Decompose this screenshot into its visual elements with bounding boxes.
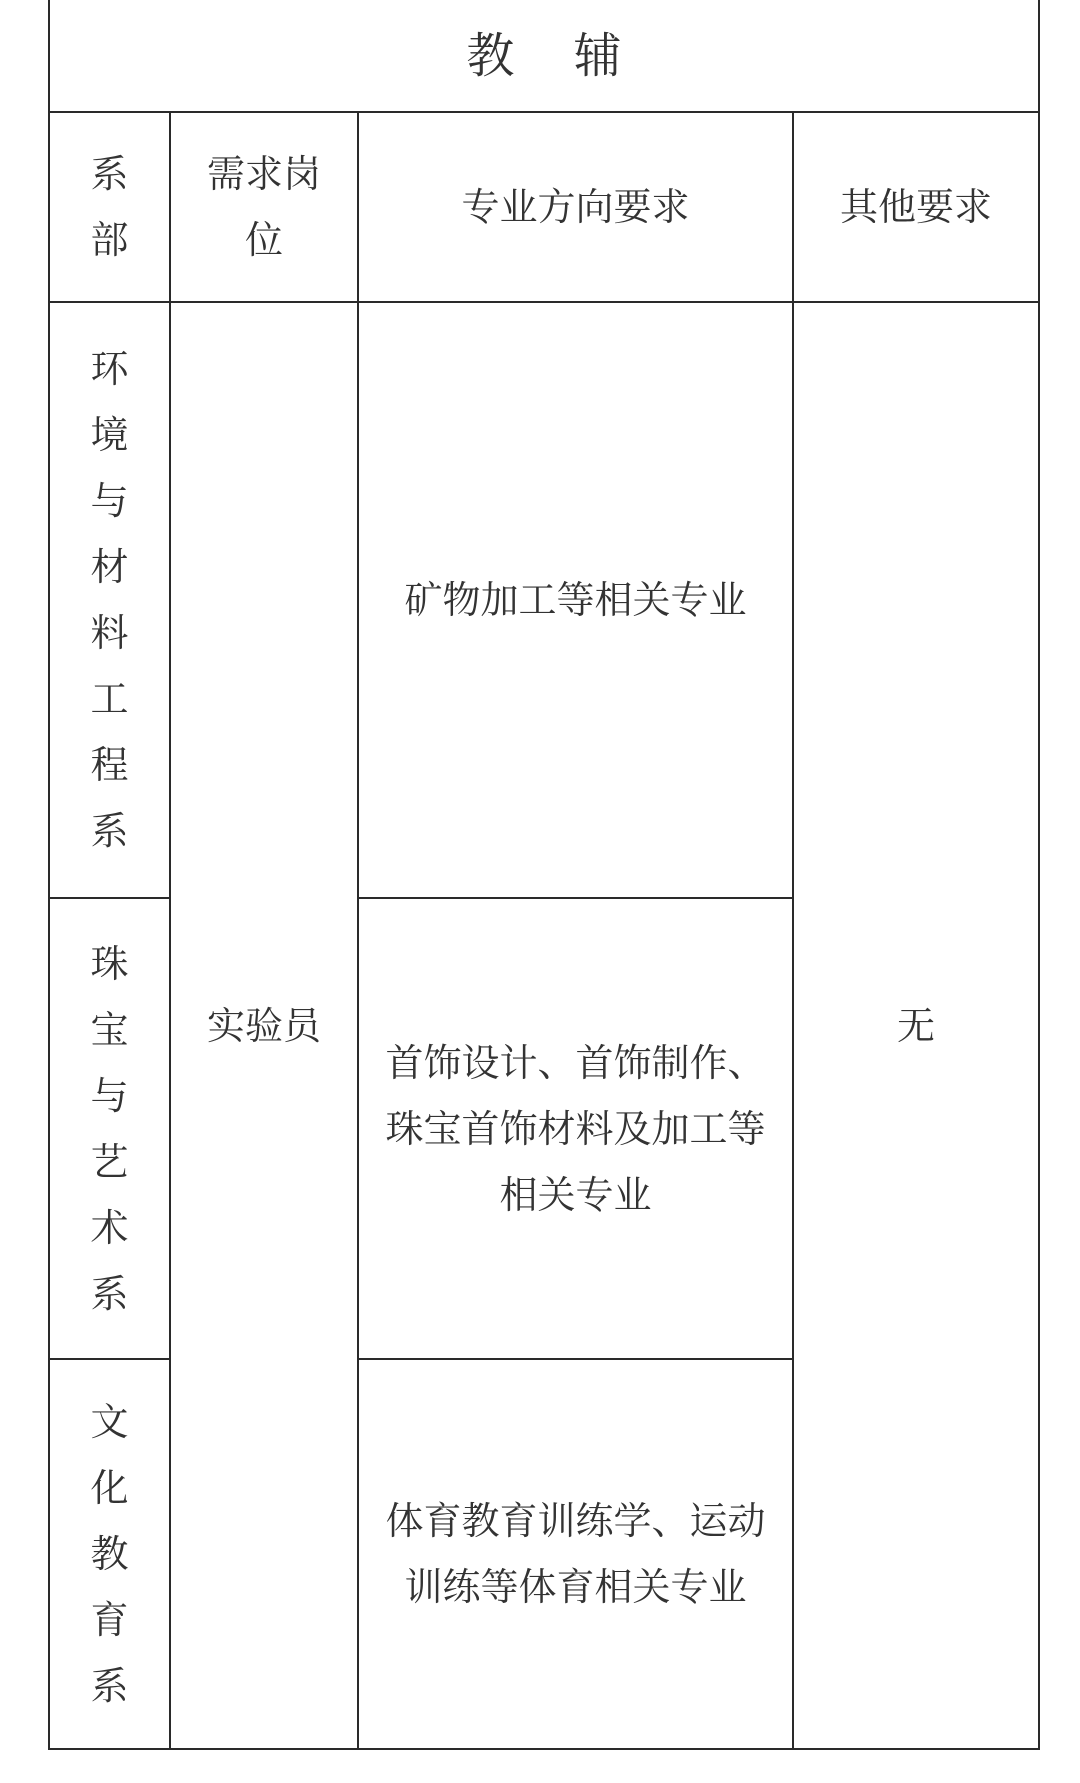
major-text: 矿物加工等相关专业	[404, 578, 747, 622]
recruitment-table	[48, 0, 1040, 1750]
major-cell	[358, 302, 793, 898]
header-other: 其他要求	[793, 112, 1039, 302]
title-row	[49, 0, 1039, 112]
major-text: 首饰设计、首饰制作、珠宝首饰材料及加工等相关专业	[385, 1040, 766, 1217]
header-row	[49, 112, 1039, 302]
header-department	[49, 112, 170, 302]
header-major: 专业方向要求	[358, 112, 793, 302]
major-cell	[358, 1359, 793, 1749]
department-cell	[49, 1359, 170, 1749]
department-cell	[49, 302, 170, 898]
header-department-label: 系部	[90, 152, 129, 262]
major-text: 体育教育训练学、运动训练等体育相关专业	[385, 1499, 766, 1609]
department-cell	[49, 898, 170, 1359]
other-requirement-cell: 无	[793, 302, 1039, 1749]
table-title: 教 辅	[49, 0, 1039, 112]
header-position-label: 需求岗位	[206, 152, 321, 262]
header-position	[170, 112, 358, 302]
major-cell	[358, 898, 793, 1359]
department-name: 环境与材料工程系	[90, 347, 129, 853]
table-row	[49, 302, 1039, 898]
department-name: 文化教育系	[90, 1400, 129, 1708]
department-name: 珠宝与艺术系	[90, 941, 129, 1316]
position-cell: 实验员	[170, 302, 358, 1749]
